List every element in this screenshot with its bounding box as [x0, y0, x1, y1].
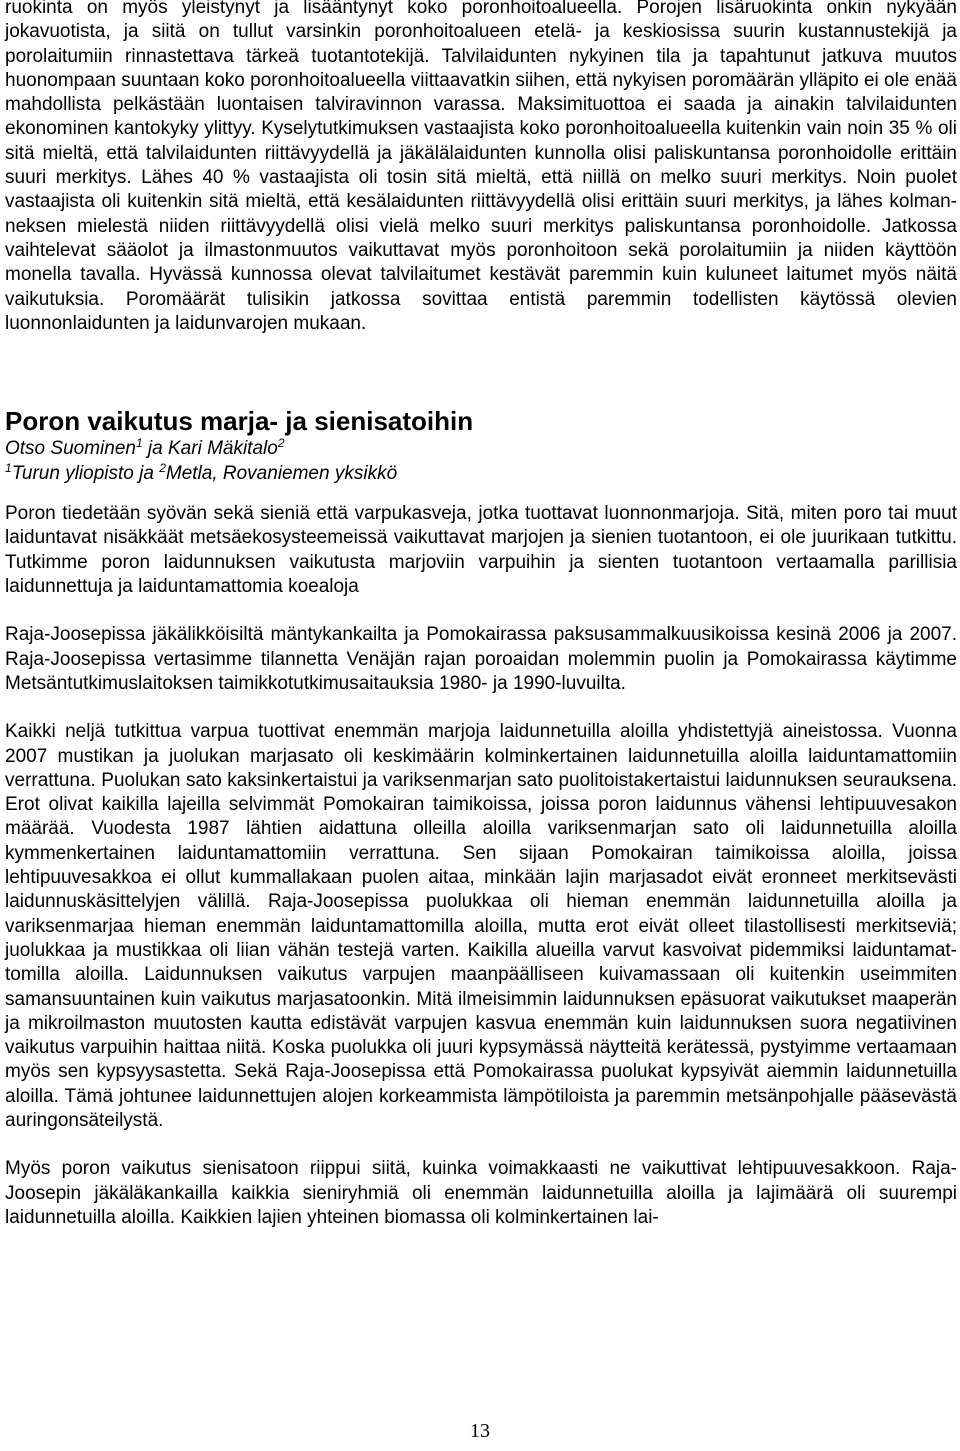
affiliation-line — [5, 461, 957, 486]
section-spacer — [5, 336, 957, 406]
affiliation-1-superscript: 1 — [5, 461, 12, 476]
spacer — [5, 696, 957, 720]
article-paragraph-1: Poron tiedetään syövän sekä sieniä että varpukasveja, jotka tuottavat luonnonmarjoja. Sitä, miten poro tai muut laiduntavat nisäkkäät metsäekosysteemeissä vaikuttavat marjojen ja sienien tuotantoon, ei ole juurikaan tutkittu. Tutkimme poron laidunnuksen vaikutusta marjoviin varpuihin ja sienten tuotantoon vertaamalla parillisia laidunnettuja ja laiduntamattomia koealoja — [5, 503, 957, 598]
article-title: Poron vaikutus marja- ja sienisatoihin — [5, 406, 474, 437]
author-2-superscript: 2 — [277, 436, 285, 451]
spacer — [5, 1133, 957, 1157]
author-name-1: Otso Suominen — [5, 438, 136, 460]
page-number: 13 — [470, 1420, 490, 1442]
author-separator: ja Kari Mäkitalo — [142, 438, 278, 460]
affiliation-2: Metla, Rovaniemen yksikkö — [165, 463, 398, 485]
affiliation-2-superscript: 2 — [159, 461, 166, 476]
article-paragraph-2: Raja-Joosepissa jäkälikköisiltä mäntykankailta ja Pomokairassa paksusammalkuusikoissa kesinä 2006 ja 2007. Raja-Joosepissa vertasimme tilannetta Venäjän rajan poroaidan molemmin puolin ja Pomokairassa käytimme Metsäntutkimuslaitoksen taimikkotutkimusaitauksia 1980- ja 1990-luvuilta. — [5, 624, 957, 694]
document-page — [5, 0, 957, 1230]
author-line — [5, 436, 957, 461]
spacer — [5, 599, 957, 623]
affiliation-1: Turun yliopisto ja — [11, 463, 160, 485]
spacer — [5, 486, 957, 502]
intro-paragraph: ruokinta on myös yleistynyt ja lisääntynyt koko poronhoitoalueella. Porojen lisäruokinta onkin nykyään jokavuotista, ja siitä on tullut varsinkin poronhoitoalueen etelä- ja keskiosissa suurin kustannustekijä ja porolaitumiin rinnastettava tärkeä tuotantotekijä. Talvilaidunten nykyinen tila ja tapahtunut jatkuva muutos huonompaan suuntaan koko poronhoitoalueella viittaavatkin siihen, että nykyisen poromäärän ylläpito ei ole enää mahdollista pelkästään luontaisen talviravinnon varassa. Maksimituottoa ei saada ja ainakin talvilaidunten ekonominen kantokyky ylittyy. Kyselytutkimuksen vastaajista koko poronhoitoalueella kuitenkin vain noin 35 % oli sitä mieltä, että talvilaidunten riittävyydellä ja jäkälälaidunten kunnolla olisi paliskuntansa poronhoidolle erittäin suuri merkitys. Lähes 40 % vastaajista oli tosin sitä mieltä, että niillä on melko suuri merkitys. Noin puolet vastaajista oli kuitenkin sitä mieltä, että kesälaidunten riittävyydellä olisi erittäin suuri merkitys, ja lähes kolmanneksen mielestä niiden riittävyydellä olisi vielä melko suuri merkitys paliskuntansa poronhoidolle. Jatkossa vaihtelevat sääolot ja ilmastonmuutos vaikuttavat myös poronhoitoon sekä porolaitumiin ja niiden käyttöön monella tavalla. Hyvässä kunnossa olevat talvilaitumet kestävät paremmin kuin kuluneet laitumet myös näitä vaikutuksia. Poromäärät tulisikin jatkossa sovittaa entistä paremmin todellisten käytössä olevien luonnonlaidunten ja laidunvarojen mukaan. — [5, 0, 957, 334]
author-1-superscript: 1 — [135, 436, 143, 451]
article-paragraph-3: Kaikki neljä tutkittua varpua tuottivat enemmän marjoja laidunnetuilla aloilla yhdistettyjä aineistossa. Vuonna 2007 mustikan ja juolukan marjasato oli keskimäärin kolminkertainen laidunnetuilla aloilla laiduntamattomiin verrattuna. Puolukan sato kaksinkertaistui ja variksenmarjan sato puolitoistakertaistui laidunnuksen seurauksena. Erot olivat kaikilla lajeilla selvimmät Pomokairan taimikoissa, joissa poron laidunnus vähensi lehtipuuvesakon määrää. Vuodesta 1987 lähtien aidattuna olleilla aloilla variksenmarjan sato oli laidunnetuilla aloilla kymmenkertainen laiduntamattomiin verrattuna. Sen sijaan Pomokairan taimikoissa aloilla, joissa lehtipuuvesakkoa ei ollut kummallakaan puolen aitaa, minkään lajin marjasadot eivät eronneet merkitsevästi laidunnuskäsittelyjen välillä. Raja-Joosepissa puolukkaa oli hieman enemmän laidunnetuilla aloilla ja variksenmarjaa hieman enemmän laiduntamattomilla aloilla, mutta erot eivät olleet tilastollisesti merkitseviä; juolukkaa ja mustikkaa oli liian vähän testejä varten. Kaikilla alueilla varvut kasvoivat pidemmiksi laiduntamattomilla aloilla. Laidunnuksen vaikutus varpujen maanpäälliseen kuivamassaan oli kuitenkin useimmiten samansuuntainen kuin vaikutus marjasatoonkin. Mitä ilmeisimmin laidunnuksen epäsuorat vaikutukset maaperän ja mikroilmaston muutosten kautta edistävät varpujen kasvua enemmän kuin laidunnuksen suora negatiivinen vaikutus varpuihin haittaa niitä. Koska puolukka oli juuri kypsymässä näytteitä kerätessä, pystyimme vertaamaan myös sen kypsyysastetta. Sekä Raja-Joosepissa että Pomokairassa puolukat kypsyivät aiemmin laidunnetuilla aloilla. Tämä johtunee laidunnettujen alojen korkeammista lämpötiloista ja paremmin metsänpohjalle pääsevästä auringonsäteilystä. — [5, 721, 957, 1131]
article-paragraph-4: Myös poron vaikutus sienisatoon riippui siitä, kuinka voimakkaasti ne vaikuttivat lehtipuuvesakkoon. Raja-Joosepin jäkäläkankailla kaikkia sieniryhmiä oli enemmän laidunnetuilla aloilla ja lajimäärä oli suurempi laidunnetuilla aloilla. Kaikkien lajien yhteinen biomassa oli kolminkertainen lai- — [5, 1158, 957, 1228]
